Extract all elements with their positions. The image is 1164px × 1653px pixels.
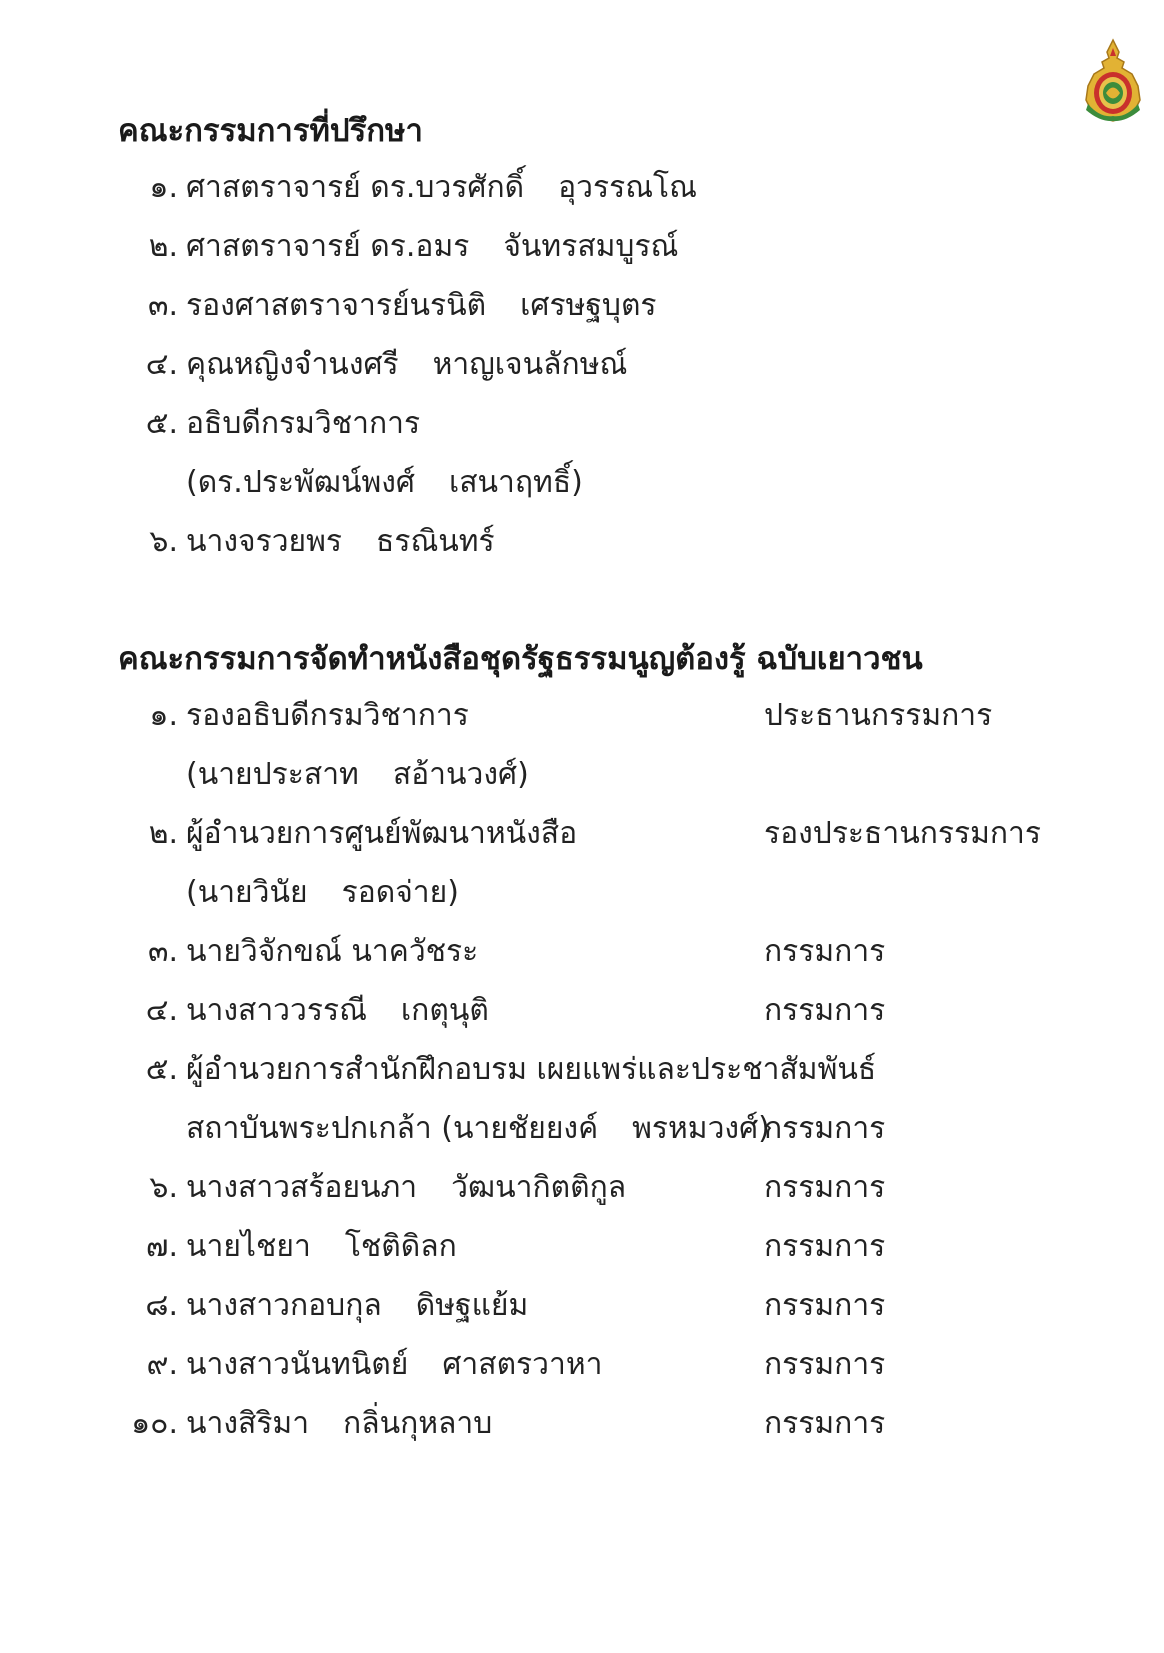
- person-surname: ดิษฐแย้ม: [415, 1288, 529, 1323]
- person-name: ผู้อำนวยการสำนักฝึกอบรม เผยแพร่และประชาสัมพันธ์: [186, 1052, 877, 1087]
- person-name: รองศาสตราจารย์นรนิติ: [186, 288, 487, 323]
- person-surname: วัฒนากิตติกูล: [451, 1170, 627, 1205]
- item-number: ๗.: [145, 1229, 178, 1264]
- person-name: นายไชยา: [186, 1229, 311, 1264]
- committee-role: [764, 335, 1078, 394]
- person-sub-name: (ดร.ประพัฒน์พงศ์: [186, 465, 415, 500]
- person-name-cell: [186, 922, 764, 981]
- committee-role: กรรมการ: [764, 1229, 886, 1264]
- item-number: ๙.: [146, 1347, 178, 1382]
- person-surname: เศรษฐบุตร: [520, 288, 657, 323]
- list-item: [118, 922, 1078, 981]
- item-number: ๕.: [145, 1052, 178, 1087]
- list-item: [118, 276, 1078, 335]
- committee-role: [764, 158, 1078, 217]
- person-name-cell: [186, 276, 764, 335]
- person-name: นางจรวยพร: [186, 524, 343, 559]
- item-number: ๑.: [149, 170, 178, 205]
- list-item: [118, 686, 1078, 745]
- list-item: [118, 1217, 1078, 1276]
- person-name-cell: [186, 1335, 764, 1394]
- list-item: [118, 394, 1078, 453]
- list-item: [118, 804, 1078, 863]
- committee-role: กรรมการ: [764, 1170, 886, 1205]
- list-item: [118, 1335, 1078, 1394]
- list-item-subline: [118, 1099, 1078, 1158]
- person-sub-name: (นายประสาท: [186, 757, 359, 792]
- advisors-section: [118, 104, 1078, 571]
- committee-role: [764, 394, 1078, 453]
- list-item-subline: [118, 453, 1078, 512]
- committee-role: กรรมการ: [764, 934, 886, 969]
- person-name: นางสาวสร้อยนภา: [186, 1170, 418, 1205]
- committee-role: กรรมการ: [764, 1347, 886, 1382]
- committee-role: [764, 276, 1078, 335]
- list-item: [118, 1276, 1078, 1335]
- person-name: นางสาวกอบกุล: [186, 1288, 382, 1323]
- person-surname: ศาสตรวาหา: [442, 1347, 603, 1382]
- committee-role: ประธานกรรมการ: [764, 698, 993, 733]
- list-item: [118, 512, 1078, 571]
- person-surname: อุวรรณโณ: [558, 170, 697, 205]
- list-item: [118, 335, 1078, 394]
- committee-role: กรรมการ: [764, 1406, 886, 1441]
- list-item: [118, 981, 1078, 1040]
- advisors-heading: คณะกรรมการที่ปรึกษา: [118, 113, 423, 149]
- person-sub-surname: พรหมวงศ์): [632, 1111, 770, 1146]
- person-sub-name-cell: [186, 453, 764, 512]
- committee-section: [118, 632, 1078, 1453]
- committee-role: รองประธานกรรมการ: [764, 816, 1042, 851]
- committee-role: กรรมการ: [764, 1111, 886, 1146]
- person-name-cell: [186, 512, 764, 571]
- item-number: ๓.: [147, 934, 178, 969]
- person-name: นางสิริมา: [186, 1406, 310, 1441]
- person-surname: ธรณินทร์: [376, 524, 495, 559]
- person-name-cell: [186, 1158, 764, 1217]
- person-name-cell: [186, 217, 764, 276]
- person-name-cell: [186, 335, 764, 394]
- list-item-subline: [118, 745, 1078, 804]
- item-number: ๖.: [149, 1170, 178, 1205]
- person-surname: หาญเจนลักษณ์: [432, 347, 628, 382]
- person-name: ศาสตราจารย์ ดร.อมร: [186, 229, 470, 264]
- person-name: นางสาวนันทนิตย์: [186, 1347, 409, 1382]
- committee-heading: คณะกรรมการจัดทำหนังสือชุดรัฐธรรมนูญต้องรู้ ฉบับเยาวชน: [118, 641, 923, 677]
- list-item: [118, 1158, 1078, 1217]
- person-name: ศาสตราจารย์ ดร.บวรศักดิ์: [186, 170, 525, 205]
- person-name: นายวิจักขณ์ นาควัชระ: [186, 934, 479, 969]
- person-name: รองอธิบดีกรมวิชาการ: [186, 698, 469, 733]
- person-sub-name: สถาบันพระปกเกล้า (นายชัยยงค์: [186, 1111, 599, 1146]
- person-sub-surname: สอ้านวงศ์): [392, 757, 529, 792]
- item-number: ๘.: [145, 1288, 178, 1323]
- person-name: คุณหญิงจำนงศรี: [186, 347, 399, 382]
- person-name-cell: [186, 804, 764, 863]
- list-item: [118, 1040, 1078, 1099]
- person-name-cell: [186, 981, 764, 1040]
- item-number: ๑.: [149, 698, 178, 733]
- list-item: [118, 217, 1078, 276]
- person-sub-surname: เสนาฤทธิ์): [448, 465, 583, 500]
- person-name: อธิบดีกรมวิชาการ: [186, 406, 421, 441]
- person-name-cell: [186, 1040, 877, 1099]
- committee-role: [764, 512, 1078, 571]
- person-name: นางสาววรรณี: [186, 993, 367, 1028]
- person-surname: โชติดิลก: [344, 1229, 457, 1264]
- item-number: ๔.: [145, 993, 178, 1028]
- item-number: ๖.: [149, 524, 178, 559]
- item-number: ๓.: [147, 288, 178, 323]
- committee-role: กรรมการ: [764, 1288, 886, 1323]
- committee-role: [764, 217, 1078, 276]
- person-sub-name: (นายวินัย: [186, 875, 308, 910]
- person-sub-surname: รอดจ่าย): [341, 875, 459, 910]
- person-name-cell: [186, 1394, 764, 1453]
- list-item: [118, 1394, 1078, 1453]
- item-number: ๕.: [145, 406, 178, 441]
- person-surname: เกตุนุติ: [400, 993, 489, 1028]
- person-name-cell: [186, 394, 764, 453]
- person-name-cell: [186, 1217, 764, 1276]
- item-number: ๒.: [148, 816, 178, 851]
- person-sub-name-cell: [186, 745, 764, 804]
- person-sub-name-cell: [186, 863, 764, 922]
- person-name-cell: [186, 686, 764, 745]
- person-sub-name-cell: [186, 1099, 770, 1158]
- item-number: ๒.: [148, 229, 178, 264]
- committee-role: [764, 1040, 1078, 1099]
- person-name-cell: [186, 158, 764, 217]
- person-name-cell: [186, 1276, 764, 1335]
- item-number: ๔.: [145, 347, 178, 382]
- list-item: [118, 158, 1078, 217]
- person-surname: กลิ่นกุหลาบ: [343, 1406, 493, 1441]
- ministry-emblem-icon: [1082, 38, 1144, 122]
- person-name: ผู้อำนวยการศูนย์พัฒนาหนังสือ: [186, 816, 578, 851]
- person-surname: จันทรสมบูรณ์: [503, 229, 679, 264]
- item-number: ๑๐.: [131, 1406, 178, 1441]
- committee-role: กรรมการ: [764, 993, 886, 1028]
- list-item-subline: [118, 863, 1078, 922]
